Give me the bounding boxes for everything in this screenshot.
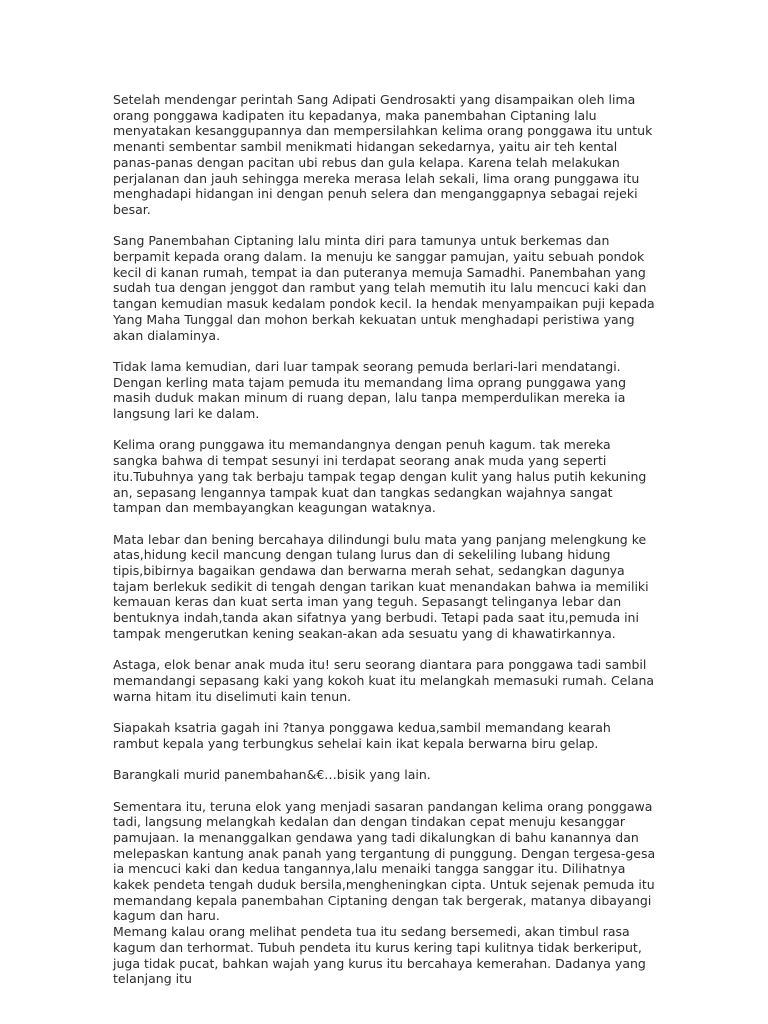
paragraph-5: Mata lebar dan bening bercahaya dilindungi bulu mata yang panjang melengkung ke atas,hidung kecil mancung dengan tulang lurus dan di sekeliling lubang hidung tipis,bibirnya bagaikan gendawa dan berwarna merah sehat, sedangkan dagunya tajam berlekuk sedikit di tengah dengan tarikan kuat menandakan bahwa ia memiliki kemauan keras dan kuat serta iman yang teguh. Sepasangt telinganya lebar dan bentuknya indah,tanda akan sifatnya yang berbudi. Tetapi pada saat itu,pemuda ini tampak mengerutkan kening seakan-akan ada sesuatu yang di khawatirkannya.	[113, 531, 649, 641]
paragraph-9: Sementara itu, teruna elok yang menjadi sasaran pandangan kelima orang ponggawa tadi, langsung melangkah kedalan dan dengan tindakan cepat menuju kesanggar pamujaan. Ia menanggalkan gendawa yang tadi dikalungkan di bahu kanannya dan melepaskan kantung anak panah yang tergantung di punggung. Dengan tergesa-gesa ia mencuci kaki dan kedua tangannya,lalu menaiki tangga sanggar itu. Dilihatnya kakek pendeta tengah duduk bersila,mengheningkan cipta. Untuk sejenak pemuda itu memandang kepala panembahan Ciptaning dengan tak bergerak, matanya dibayangi kagum dan haru.	[113, 798, 656, 924]
paragraph-4: Kelima orang punggawa itu memandangnya dengan penuh kagum. tak mereka sangka bahwa di tempat sesunyi ini terdapat seorang anak muda yang seperti itu.Tubuhnya yang tak berbaju tampak tegap dengan kulit yang halus putih kekuning an, sepasang lengannya tampak kuat dan tangkas sedangkan wajahnya sangat tampan dan membayangkan keagungan wataknya.	[113, 437, 647, 516]
paragraph-8: Barangkali murid panembahan&€…bisik yang lain.	[113, 767, 431, 783]
paragraph-7: Siapakah ksatria gagah ini ?tanya ponggawa kedua,sambil memandang kearah rambut kepala yang terbungkus sehelai kain ikat kepala berwarna biru gelap.	[113, 720, 611, 751]
paragraph-2: Sang Panembahan Ciptaning lalu minta diri para tamunya untuk berkemas dan berpamit kepada orang dalam. Ia menuju ke sanggar pamujan, yaitu sebuah pondok kecil di kanan rumah, tempat ia dan puteranya memuja Samadhi. Panembahan yang sudah tua dengan jenggot dan rambut yang telah memutih itu lalu mencuci kaki dan tangan kemudian masuk kedalam pondok kecil. Ia hendak menyampaikan puji kepada Yang Maha Tunggal dan mohon berkah kekuatan untuk menghadapi peristiwa yang akan dialaminya.	[113, 233, 655, 343]
paragraph-3: Tidak lama kemudian, dari luar tampak seorang pemuda berlari-lari mendatangi. Dengan kerling mata tajam pemuda itu memandang lima oprang punggawa yang masih duduk makan minum di ruang depan, lalu tanpa memperdulikan mereka ia langsung lari ke dalam.	[113, 358, 627, 422]
paragraph-1: Setelah mendengar perintah Sang Adipati Gendrosakti yang disampaikan oleh lima orang ponggawa kadipaten itu kepadanya, maka panembahan Ciptaning lalu menyatakan kesanggupannya dan mempersilahkan kelima orang ponggawa itu untuk menanti sembentar sambil menikmati hidangan sekedarnya, yaitu air teh kental panas-panas dengan pacitan ubi rebus dan gula kelapa. Karena telah melakukan perjalanan dan jauh sehingga mereka merasa lelah sekali, lima orang punggawa itu menghadapi hidangan ini dengan penuh selera dan menganggapnya sebagai rejeki besar.	[113, 92, 653, 217]
document-page	[113, 92, 658, 1003]
paragraph-10: Memang kalau orang melihat pendeta tua itu sedang bersemedi, akan timbul rasa kagum dan terhormat. Tubuh pendeta itu kurus kering tapi kulitnya tidak berkeriput, juga tidak pucat, bahkan wajah yang kurus itu bercahaya kemerahan. Dadanya yang telanjang itu	[113, 924, 646, 987]
paragraph-6: Astaga, elok benar anak muda itu! seru seorang diantara para ponggawa tadi sambil memandangi sepasang kaki yang kokoh kuat itu melangkah memasuki rumah. Celana warna hitam itu diselimuti kain tenun.	[113, 657, 655, 704]
